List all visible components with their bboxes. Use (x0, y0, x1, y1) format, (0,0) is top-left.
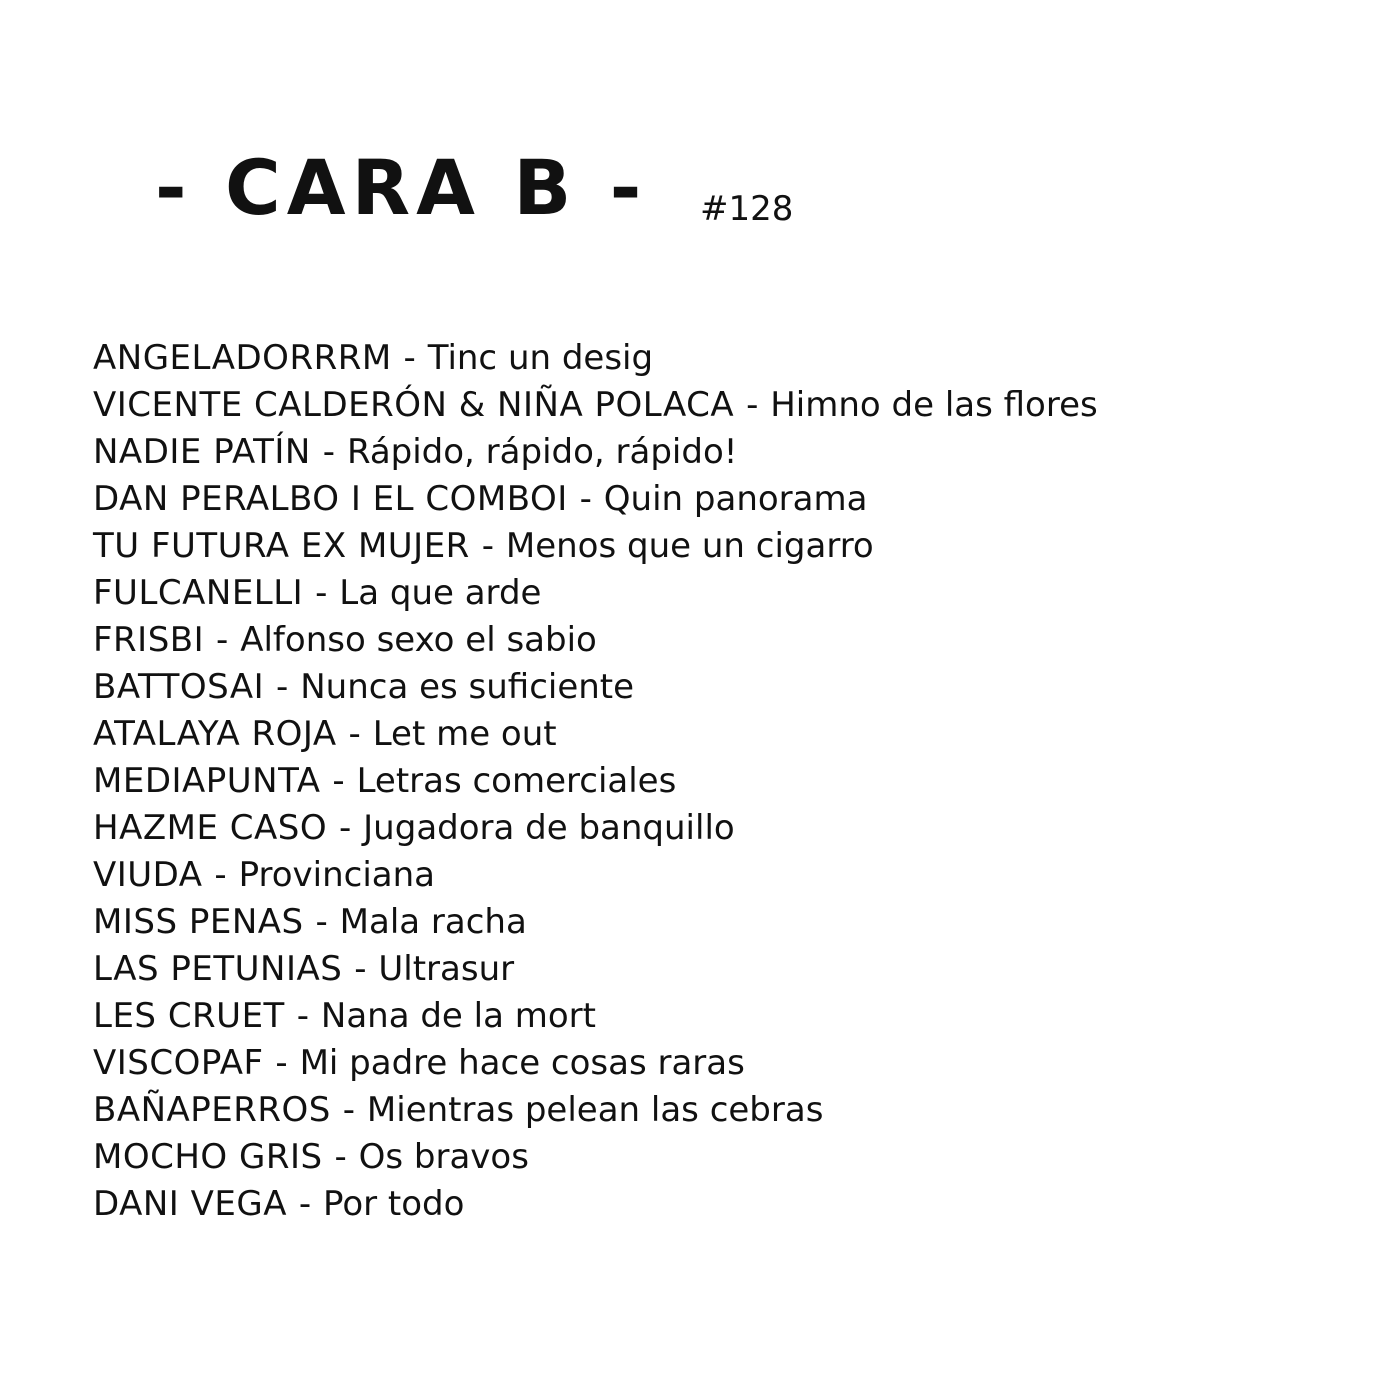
track-artist: MEDIAPUNTA (93, 761, 321, 801)
track-separator: - (332, 761, 345, 801)
track-artist: NADIE PATÍN (93, 432, 311, 472)
track-row (93, 805, 1383, 852)
track-separator: - (275, 1043, 288, 1083)
track-artist: BATTOSAI (93, 667, 265, 707)
track-row (93, 429, 1383, 476)
track-song: Quin panorama (603, 479, 868, 519)
track-row (93, 1134, 1383, 1181)
track-separator: - (315, 902, 328, 942)
track-song: Himno de las flores (770, 385, 1098, 425)
track-artist: MOCHO GRIS (93, 1137, 323, 1177)
track-row (93, 1040, 1383, 1087)
track-row (93, 993, 1383, 1040)
track-song: La que arde (339, 573, 542, 613)
track-artist: FRISBI (93, 620, 205, 660)
track-row (93, 1181, 1383, 1228)
track-artist: LES CRUET (93, 996, 285, 1036)
track-artist: DANI VEGA (93, 1184, 287, 1224)
track-row (93, 852, 1383, 899)
tracklist (93, 335, 1383, 1228)
track-row (93, 664, 1383, 711)
track-separator: - (296, 996, 309, 1036)
track-row (93, 946, 1383, 993)
track-separator: - (276, 667, 289, 707)
track-artist: VISCOPAF (93, 1043, 264, 1083)
track-separator: - (348, 714, 361, 754)
track-song: Mientras pelean las cebras (366, 1090, 824, 1130)
track-row (93, 476, 1383, 523)
track-separator: - (298, 1184, 312, 1224)
track-song: Menos que un cigarro (505, 526, 874, 566)
track-artist: MISS PENAS (93, 902, 304, 942)
track-song: Nunca es suficiente (300, 667, 635, 707)
page-title: - CARA B - (155, 143, 648, 232)
track-artist: VICENTE CALDERÓN & NIÑA POLACA (93, 385, 735, 425)
track-song: Ultrasur (378, 949, 515, 989)
track-artist: ANGELADORRRM (93, 338, 392, 378)
track-song: Mala racha (339, 902, 527, 942)
track-song: Jugadora de banquillo (363, 808, 735, 848)
track-row (93, 899, 1383, 946)
track-row (93, 523, 1383, 570)
track-artist: DAN PERALBO I EL COMBOI (93, 479, 568, 519)
track-row (93, 335, 1383, 382)
track-separator: - (481, 526, 494, 566)
track-separator: - (214, 855, 227, 895)
track-song: Por todo (323, 1184, 465, 1224)
track-song: Rápido, rápido, rápido! (346, 432, 738, 472)
track-artist: TU FUTURA EX MUJER (93, 526, 470, 566)
track-separator: - (216, 620, 229, 660)
track-song: Let me out (372, 714, 557, 754)
track-separator: - (334, 1137, 347, 1177)
track-song: Os bravos (358, 1137, 529, 1177)
track-separator: - (315, 573, 328, 613)
track-artist: FULCANELLI (93, 573, 304, 613)
track-separator: - (579, 479, 592, 519)
track-artist: LAS PETUNIAS (93, 949, 343, 989)
track-separator: - (403, 338, 416, 378)
track-separator: - (342, 1090, 356, 1130)
track-song: Alfonso sexo el sabio (240, 620, 597, 660)
track-song: Provinciana (238, 855, 435, 895)
track-row (93, 711, 1383, 758)
track-separator: - (746, 385, 759, 425)
track-song: Letras comerciales (356, 761, 677, 801)
track-separator: - (354, 949, 367, 989)
track-song: Mi padre hace cosas raras (299, 1043, 745, 1083)
issue-number: #128 (700, 189, 794, 229)
track-row (93, 570, 1383, 617)
track-artist: BAÑAPERROS (93, 1090, 331, 1130)
track-row (93, 758, 1383, 805)
track-song: Tinc un desig (427, 338, 654, 378)
track-artist: ATALAYA ROJA (93, 714, 337, 754)
track-row (93, 1087, 1383, 1134)
track-artist: VIUDA (93, 855, 203, 895)
track-row (93, 382, 1383, 429)
track-separator: - (322, 432, 336, 472)
track-separator: - (338, 808, 352, 848)
track-song: Nana de la mort (320, 996, 596, 1036)
track-row (93, 617, 1383, 664)
track-artist: HAZME CASO (93, 808, 328, 848)
